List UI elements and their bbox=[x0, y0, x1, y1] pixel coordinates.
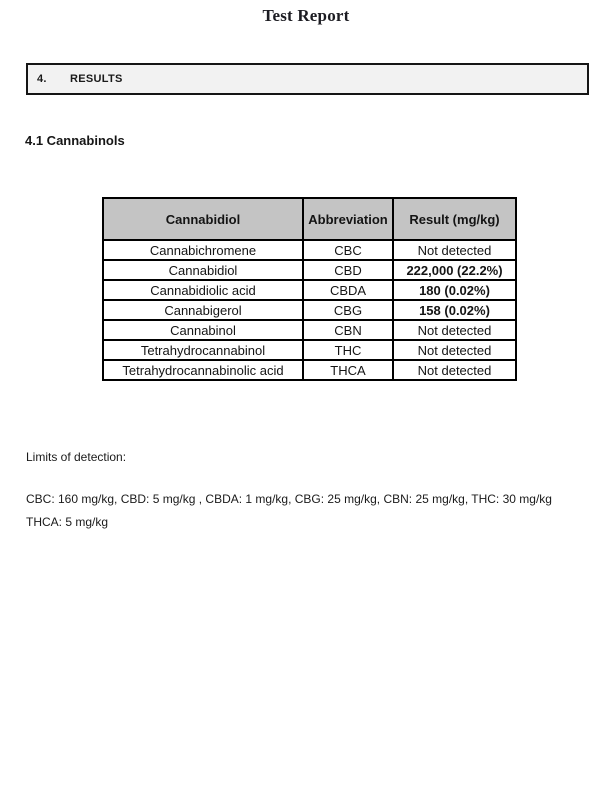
abbreviation-cell: CBC bbox=[303, 240, 393, 260]
abbreviation-cell: THCA bbox=[303, 360, 393, 380]
page-title: Test Report bbox=[262, 6, 350, 25]
cannabinoids-table bbox=[102, 197, 517, 381]
table-row bbox=[103, 300, 516, 320]
section-label: RESULTS bbox=[70, 73, 123, 85]
result-cell: Not detected bbox=[393, 240, 516, 260]
table-row bbox=[103, 320, 516, 340]
table-row bbox=[103, 360, 516, 380]
compound-name-cell: Tetrahydrocannabinolic acid bbox=[103, 360, 303, 380]
limits-values-line2: THCA: 5 mg/kg bbox=[26, 515, 109, 529]
compound-name-cell: Cannabinol bbox=[103, 320, 303, 340]
table-row bbox=[103, 260, 516, 280]
compound-name-cell: Cannabichromene bbox=[103, 240, 303, 260]
compound-name-cell: Cannabidiol bbox=[103, 260, 303, 280]
table-row bbox=[103, 340, 516, 360]
section-number: 4. bbox=[37, 73, 47, 85]
limits-of-detection-label: Limits of detection: bbox=[26, 450, 127, 464]
section-header-results bbox=[26, 63, 589, 95]
column-header-cannabidiol: Cannabidiol bbox=[103, 198, 303, 240]
abbreviation-cell: CBG bbox=[303, 300, 393, 320]
abbreviation-cell: CBDA bbox=[303, 280, 393, 300]
result-cell: 222,000 (22.2%) bbox=[393, 260, 516, 280]
table-row bbox=[103, 280, 516, 300]
results-table-body bbox=[103, 240, 516, 380]
result-cell: Not detected bbox=[393, 340, 516, 360]
limits-values-line1: CBC: 160 mg/kg, CBD: 5 mg/kg , CBDA: 1 mg/kg, CBG: 25 mg/kg, CBN: 25 mg/kg, THC: 30 mg/kg bbox=[26, 492, 552, 506]
table-header-row bbox=[103, 198, 516, 240]
result-cell: 158 (0.02%) bbox=[393, 300, 516, 320]
result-cell: Not detected bbox=[393, 360, 516, 380]
abbreviation-cell: CBN bbox=[303, 320, 393, 340]
table-row bbox=[103, 240, 516, 260]
result-cell: 180 (0.02%) bbox=[393, 280, 516, 300]
compound-name-cell: Cannabidiolic acid bbox=[103, 280, 303, 300]
column-header-abbreviation: Abbreviation bbox=[303, 198, 393, 240]
column-header-result: Result (mg/kg) bbox=[393, 198, 516, 240]
result-cell: Not detected bbox=[393, 320, 516, 340]
abbreviation-cell: CBD bbox=[303, 260, 393, 280]
compound-name-cell: Cannabigerol bbox=[103, 300, 303, 320]
compound-name-cell: Tetrahydrocannabinol bbox=[103, 340, 303, 360]
subsection-title: 4.1 Cannabinols bbox=[25, 133, 125, 148]
abbreviation-cell: THC bbox=[303, 340, 393, 360]
